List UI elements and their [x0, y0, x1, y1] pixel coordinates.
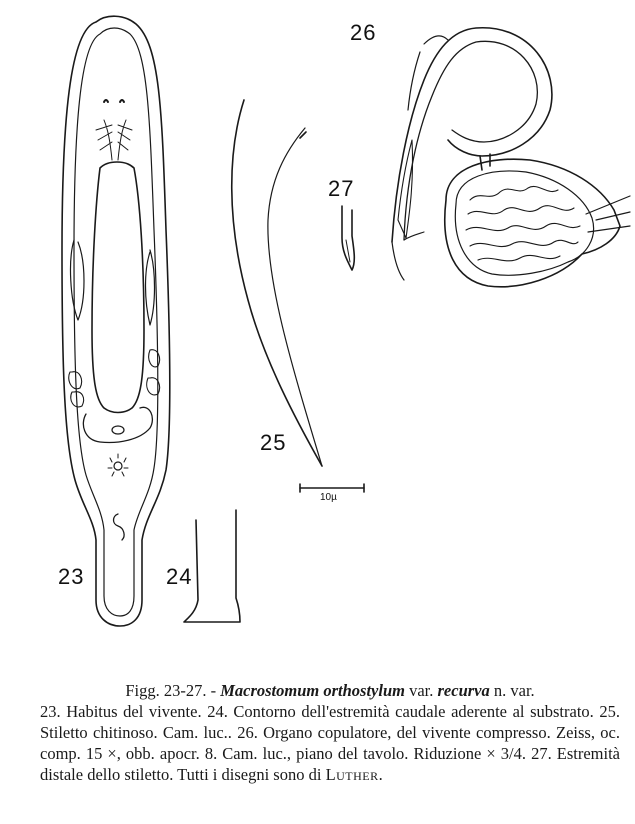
caption-suffix: n. var.	[493, 681, 535, 700]
fig25-label: 25	[260, 430, 287, 455]
caption-author: Luther	[325, 765, 379, 784]
fig27-label: 27	[328, 176, 355, 201]
fig25-stylet-drawing	[232, 100, 322, 466]
caption-var-word: var.	[409, 681, 434, 700]
caption-species: Macrostomum orthostylum	[220, 681, 405, 700]
caption-body	[40, 701, 620, 785]
caption-prefix: Figg. 23-27. -	[125, 681, 217, 700]
scale-bar-label: 10µ	[320, 492, 337, 503]
fig27-tip-drawing	[342, 206, 354, 270]
caption-variety: recurva	[437, 681, 490, 700]
caption-body-text: 23. Habitus del vivente. 24. Contorno dell'estremità caudale aderente al substrato. 25. Stiletto chitinoso. Cam. luc.. 26. Organo copulatore, del vivente compresso. Zeiss, oc. comp. 15 ×, obb. apocr. 8. Cam. luc., piano del tavolo. Riduzione × 3/4. 27. Estremità distale dello stiletto. Tutti i disegni sono di	[40, 702, 620, 784]
fig23-label: 23	[58, 564, 85, 589]
scale-bar	[300, 484, 364, 492]
caption-title-line	[40, 680, 620, 701]
fig26-organ-drawing	[392, 28, 630, 287]
caption-end: .	[378, 765, 383, 784]
figure-caption	[40, 680, 620, 785]
fig23-habitus-drawing	[62, 16, 170, 626]
fig24-label: 24	[166, 564, 193, 589]
fig26-label: 26	[350, 20, 377, 45]
